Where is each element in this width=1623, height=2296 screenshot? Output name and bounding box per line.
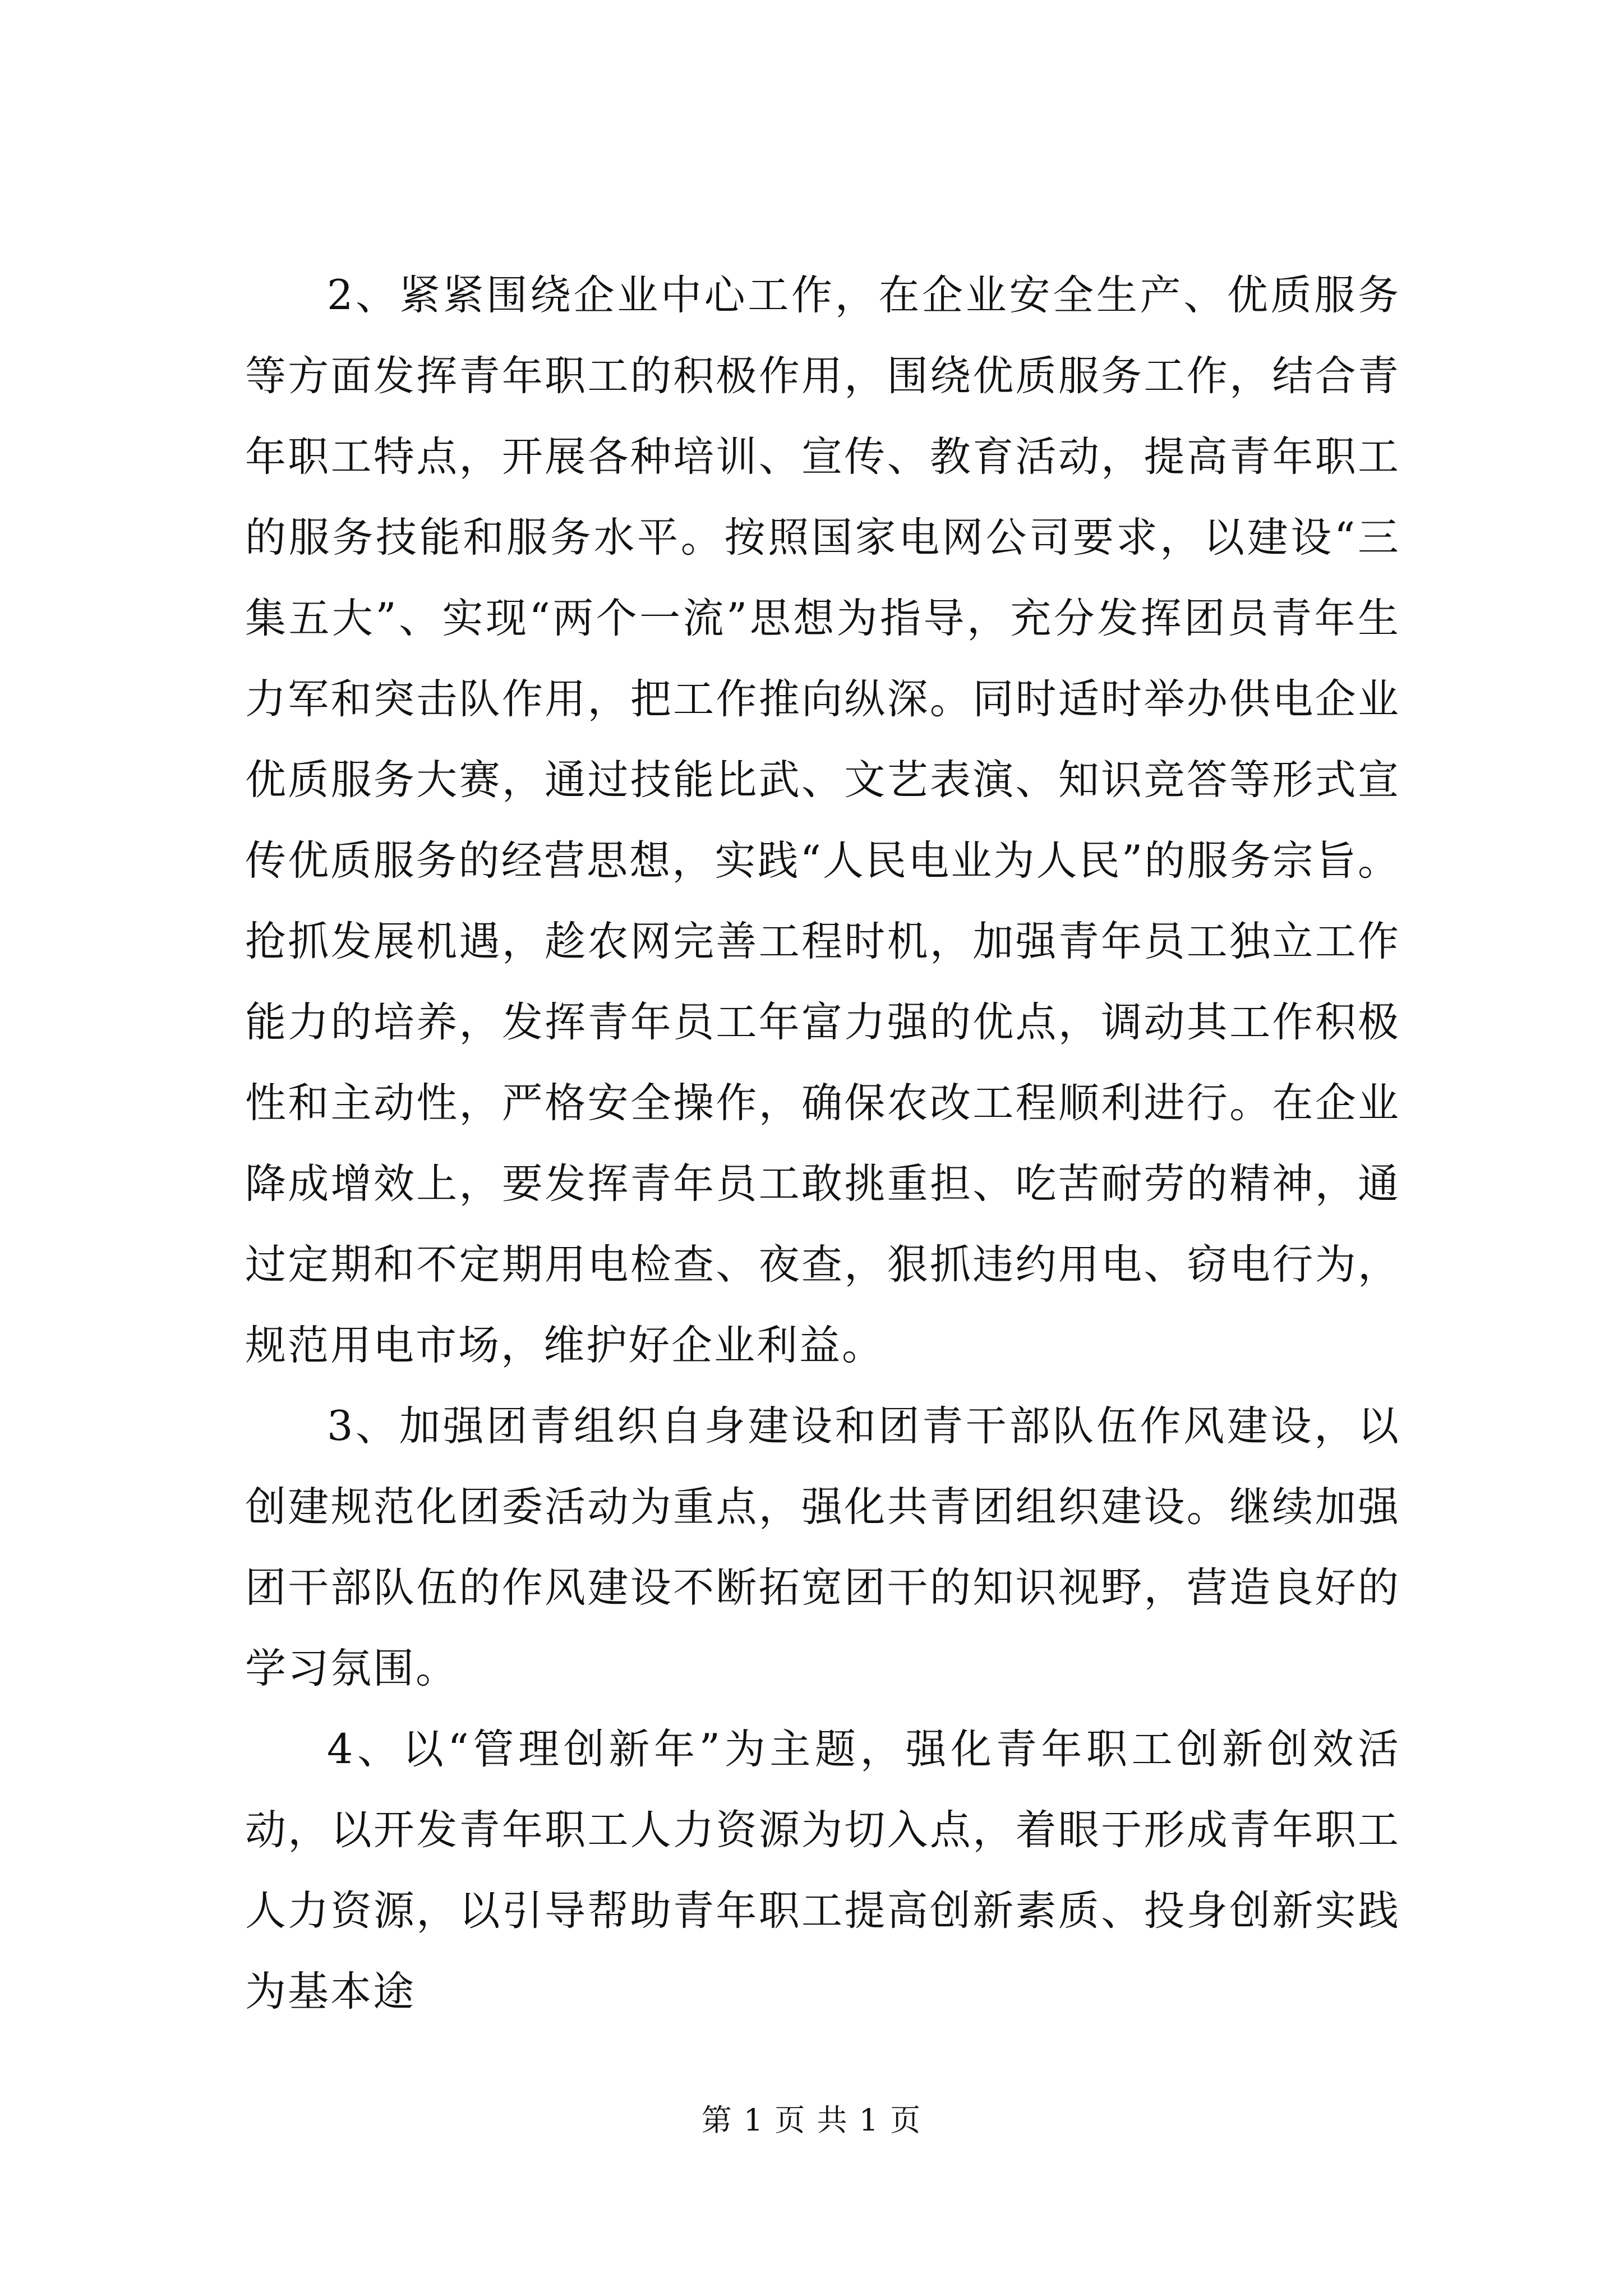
page-footer: 第 1 页 共 1 页 — [701, 2102, 922, 2138]
document-body — [245, 255, 1400, 2032]
paragraph-4: 4、以“管理创新年”为主题，强化青年职工创新创效活动，以开发青年职工人力资源为切入点，着眼于形成青年职工人力资源，以引导帮助青年职工提高创新素质、投身创新实践为基本途 — [245, 1726, 1400, 2016]
paragraph-2: 2、紧紧围绕企业中心工作，在企业安全生产、优质服务等方面发挥青年职工的积极作用，围绕优质服务工作，结合青年职工特点，开展各种培训、宣传、教育活动，提高青年职工的服务技能和服务水平。按照国家电网公司要求，以建设“三集五大”、实现“两个一流”思想为指导，充分发挥团员青年生力军和突击队作用，把工作推向纵深。同时适时举办供电企业优质服务大赛，通过技能比武、文艺表演、知识竞答等形式宣传优质服务的经营思想，实践“人民电业为人民”的服务宗旨。抢抓发展机遇，趁农网完善工程时机，加强青年员工独立工作能力的培养，发挥青年员工年富力强的优点，调动其工作积极性和主动性，严格安全操作，确保农改工程顺利进行。在企业降成增效上，要发挥青年员工敢挑重担、吃苦耐劳的精神，通过定期和不定期用电检查、夜查，狠抓违约用电、窃电行为，规范用电市场，维护好企业利益。 — [245, 272, 1400, 1369]
paragraph-3: 3、加强团青组织自身建设和团青干部队伍作风建设，以创建规范化团委活动为重点，强化共青团组织建设。继续加强团干部队伍的作风建设不断拓宽团干的知识视野，营造良好的学习氛围。 — [245, 1402, 1400, 1692]
